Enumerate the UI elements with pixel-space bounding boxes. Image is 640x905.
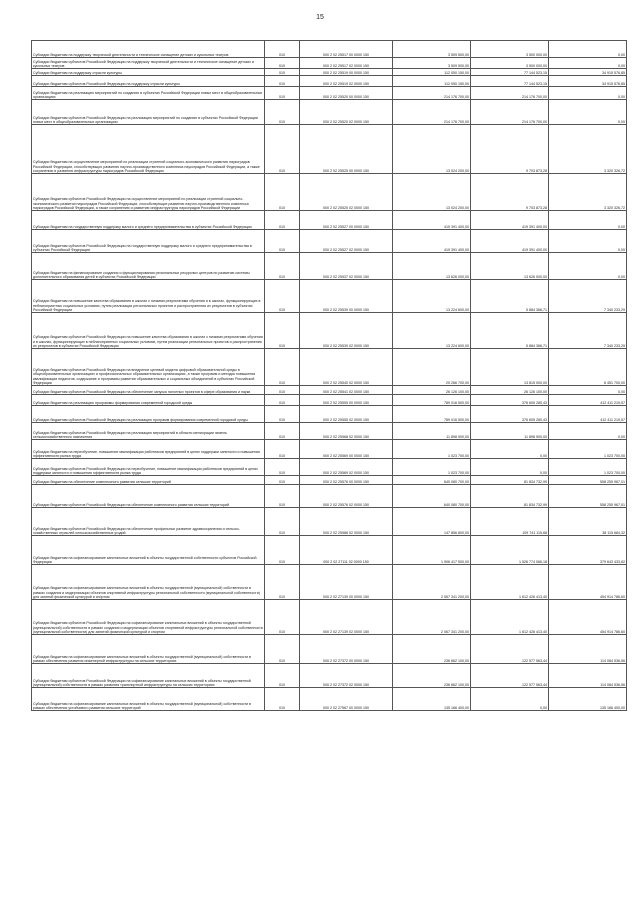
table-row [32, 565, 627, 600]
row-executed-amount: 1 612 426 413,40 [471, 600, 549, 635]
row-planned-amount: 1 023 700,00 [393, 459, 471, 476]
row-executed-amount: 419 391 400,00 [471, 211, 549, 230]
row-executed-amount: 122 577 563,44 [471, 635, 549, 664]
row-unexecuted-amount: 6 451 700,00 [549, 349, 627, 386]
row-unexecuted-amount: 0,00 [549, 100, 627, 125]
row-planned-amount: 1 906 417 500,00 [393, 536, 471, 565]
row-unexecuted-amount: 1 023 700,00 [549, 459, 627, 476]
row-planned-amount: 13 024 200,00 [393, 174, 471, 211]
row-description: Субсидии бюджетам субъектов Российской Федерации на софинансирование капитальных вложений в объекты государственной (муниципальной) собственности в рамках создания и модернизации объектов спортивной инфраструктуры региональной собственности (муниципальной собственности) для занятий физической культурой и спортом [32, 600, 265, 635]
row-executed-amount: 122 577 563,44 [471, 664, 549, 688]
row-planned-amount: 20 266 700,00 [393, 349, 471, 386]
row-classification-code: 000 2 02 27372 00 0000 150 [300, 635, 393, 664]
row-classification-code: 000 2 02 25539 00 0000 150 [300, 280, 393, 313]
row-description: Субсидии бюджетам субъектов Российской Федерации на обеспечение запуска пилотных проектов в сфере образования и науки [32, 386, 265, 395]
row-unexecuted-amount: 0,00 [549, 58, 627, 69]
row-unexecuted-amount: 3 320 326,72 [549, 174, 627, 211]
row-unexecuted-amount: 114 084 536,56 [549, 635, 627, 664]
row-line-code: 010 [265, 174, 300, 211]
table-row [32, 476, 627, 485]
table-row [32, 125, 627, 174]
row-classification-code: 000 2 02 25525 02 0000 150 [300, 174, 393, 211]
row-description: Субсидии бюджетам на реализацию программы формирования современной городской среды [32, 395, 265, 406]
row-classification-code: 000 2 02 25555 02 0000 150 [300, 406, 393, 423]
row-unexecuted-amount: 412 411 219,57 [549, 395, 627, 406]
row-planned-amount: 2 067 341 200,00 [393, 565, 471, 600]
row-executed-amount: 13 815 000,00 [471, 349, 549, 386]
row-description: Субсидии бюджетам субъектов Российской Федерации на переобучение, повышение квалификации работников предприятий в целях поддержки занятости и повышения эффективности рынка труда [32, 459, 265, 476]
row-planned-amount: 236 662 100,00 [393, 635, 471, 664]
row-executed-amount: 11 898 900,00 [471, 423, 549, 440]
row-classification-code: 000 2 02 25568 02 0000 150 [300, 423, 393, 440]
row-description: Субсидии бюджетам на финансирование создания и функционирования региональных ресурсных центров по развитию системы дополнительного образования детей в субъектах Российской Федерации [32, 253, 265, 280]
row-line-code: 010 [265, 664, 300, 688]
row-executed-amount: 77 144 523,15 [471, 76, 549, 87]
row-planned-amount: 13 024 200,00 [393, 125, 471, 174]
table-row [32, 423, 627, 440]
row-unexecuted-amount: 1 023 700,00 [549, 440, 627, 459]
row-line-code: 010 [265, 688, 300, 711]
row-line-code: 010 [265, 211, 300, 230]
row-classification-code: 000 2 02 25517 02 0000 150 [300, 58, 393, 69]
table-row [32, 280, 627, 313]
row-description: Субсидии бюджетам на повышение качества образования в школах с низкими результатами обучения и в школах, функционирующих в неблагоприятных социальных условиях, путем реализации региональных проектов и распространения их результатов в субъектах Российской Федерации [32, 280, 265, 313]
row-executed-amount: 376 605 280,43 [471, 395, 549, 406]
row-executed-amount: 376 605 280,43 [471, 406, 549, 423]
row-executed-amount: 9 703 873,28 [471, 174, 549, 211]
row-classification-code: 000 2 02 27372 02 0000 150 [300, 664, 393, 688]
table-row [32, 100, 627, 125]
row-executed-amount: 9 703 873,28 [471, 125, 549, 174]
row-classification-code: 000 2 02 25519 00 0000 150 [300, 69, 393, 76]
row-planned-amount: 236 662 100,00 [393, 664, 471, 688]
row-classification-code: 000 2 02 25576 02 0000 150 [300, 485, 393, 508]
row-description: Субсидии бюджетам на поддержку отрасли культуры [32, 69, 265, 76]
row-line-code: 010 [265, 125, 300, 174]
row-classification-code: 000 2 02 25527 00 0000 150 [300, 211, 393, 230]
row-line-code: 010 [265, 485, 300, 508]
row-line-code: 010 [265, 230, 300, 253]
row-unexecuted-amount: 0,00 [549, 87, 627, 100]
row-line-code: 010 [265, 536, 300, 565]
row-unexecuted-amount: 114 084 536,56 [549, 664, 627, 688]
row-planned-amount: 3 509 500,00 [393, 41, 471, 58]
row-line-code: 010 [265, 459, 300, 476]
table-row [32, 664, 627, 688]
row-line-code: 010 [265, 69, 300, 76]
row-description: Субсидии бюджетам на софинансирование капитальных вложений в объекты государственной (муниципальной) собственности в рамках обеспечения развития инженерной инфраструктуры на сельских территориях [32, 635, 265, 664]
row-planned-amount: 640 080 700,00 [393, 485, 471, 508]
table-row [32, 41, 627, 58]
row-classification-code: 000 2 02 25519 02 0000 150 [300, 76, 393, 87]
row-executed-amount: 5 884 366,71 [471, 280, 549, 313]
row-classification-code: 000 2 02 25527 02 0000 150 [300, 230, 393, 253]
table-row [32, 440, 627, 459]
row-planned-amount: 112 050 150,00 [393, 69, 471, 76]
table-row [32, 688, 627, 711]
row-executed-amount: 1 612 426 413,40 [471, 565, 549, 600]
row-unexecuted-amount: 558 255 967,01 [549, 476, 627, 485]
table-row [32, 386, 627, 395]
row-line-code: 010 [265, 423, 300, 440]
row-classification-code: 000 2 02 27139 02 0000 150 [300, 600, 393, 635]
row-line-code: 010 [265, 508, 300, 536]
table-row [32, 536, 627, 565]
budget-revenue-table [31, 40, 627, 711]
row-line-code: 010 [265, 476, 300, 485]
row-classification-code: 000 2 02 25569 00 0000 150 [300, 440, 393, 459]
row-description: Субсидии бюджетам субъектов Российской Федерации на поддержку отрасли культуры [32, 76, 265, 87]
row-classification-code: 000 2 02 25539 02 0000 150 [300, 313, 393, 349]
row-classification-code: 000 2 02 25525 00 0000 150 [300, 125, 393, 174]
row-executed-amount: 0,00 [471, 459, 549, 476]
row-classification-code: 000 2 02 25576 00 0000 150 [300, 476, 393, 485]
row-line-code: 010 [265, 395, 300, 406]
row-description: Субсидии бюджетам субъектов Российской Федерации на реализацию мероприятий по созданию в субъектах Российской Федерации новых мест в общеобразовательных организациях [32, 100, 265, 125]
row-description: Субсидии бюджетам субъектов Российской Федерации на обеспечение профильных развитие здравоохранения и сельско-хозяйственных отраслей сельскохозяйственных угодий [32, 508, 265, 536]
row-line-code: 010 [265, 635, 300, 664]
row-planned-amount: 214 176 700,00 [393, 100, 471, 125]
table-row [32, 406, 627, 423]
row-description: Субсидии бюджетам субъектов Российской Федерации на внедрение целевой модели цифровой образовательной среды в общеобразовательных организациях и профессиональных образовательных организациях, а также программ и методик повышения квалификации педагогов, содержание и программы развития образовательных и социальных объединений в субъектах Российской Федерации [32, 349, 265, 386]
table-row [32, 508, 627, 536]
row-description: Субсидии бюджетам субъектов Российской Федерации на софинансирование капитальных вложений в объекты государственной (муниципальной) собственности в рамках развития транспортной инфраструктуры на сельских территориях [32, 664, 265, 688]
row-unexecuted-amount: 0,00 [549, 423, 627, 440]
row-description: Субсидии бюджетам на софинансирование капитальных вложений в объекты государственной собственности субъектов Российской Федерации [32, 536, 265, 565]
row-planned-amount: 135 166 400,00 [393, 688, 471, 711]
table-row [32, 349, 627, 386]
row-planned-amount: 789 016 500,00 [393, 395, 471, 406]
row-planned-amount: 26 126 100,00 [393, 386, 471, 395]
row-line-code: 010 [265, 313, 300, 349]
row-executed-amount: 214 176 700,00 [471, 100, 549, 125]
row-executed-amount: 77 144 523,15 [471, 69, 549, 76]
row-description: Субсидии бюджетам на государственную поддержку малого и среднего предпринимательства в субъектах Российской Федерации [32, 211, 265, 230]
row-executed-amount: 0,00 [471, 440, 549, 459]
row-unexecuted-amount: 0,00 [549, 386, 627, 395]
row-planned-amount: 13 224 600,00 [393, 313, 471, 349]
row-line-code: 010 [265, 41, 300, 58]
row-classification-code: 000 2 02 25520 02 0000 150 [300, 100, 393, 125]
row-executed-amount: 419 391 400,00 [471, 230, 549, 253]
row-classification-code: 000 2 02 25540 02 0000 150 [300, 349, 393, 386]
row-planned-amount: 419 391 400,00 [393, 211, 471, 230]
row-description: Субсидии бюджетам на софинансирование капитальных вложений в объекты государственной (муниципальной) собственности в рамках создания и модернизации объектов спортивной инфраструктуры региональной собственности (муниципальной собственности) для занятий физической культурой и спортом [32, 565, 265, 600]
row-unexecuted-amount: 454 914 786,60 [549, 565, 627, 600]
row-executed-amount: 13 626 000,00 [471, 253, 549, 280]
row-unexecuted-amount: 38 115 684,32 [549, 508, 627, 536]
row-line-code: 010 [265, 87, 300, 100]
row-description: Субсидии бюджетам на реализацию мероприятий по созданию в субъектах Российской Федерации новых мест в общеобразовательных организациях [32, 87, 265, 100]
row-description: Субсидии бюджетам субъектов Российской Федерации на государственную поддержку малого и среднего предпринимательства в субъектах Российской Федерации [32, 230, 265, 253]
row-line-code: 010 [265, 76, 300, 87]
row-executed-amount: 109 741 115,68 [471, 508, 549, 536]
table-row [32, 58, 627, 69]
table-row [32, 485, 627, 508]
table-row [32, 76, 627, 87]
row-classification-code: 000 2 02 25555 00 0000 150 [300, 395, 393, 406]
row-classification-code: 000 2 02 25537 02 0000 150 [300, 253, 393, 280]
table-row [32, 69, 627, 76]
row-unexecuted-amount: 412 411 219,57 [549, 406, 627, 423]
page-number: 15 [316, 14, 324, 21]
table-row [32, 230, 627, 253]
row-unexecuted-amount: 34 915 576,85 [549, 76, 627, 87]
row-description: Субсидии бюджетам субъектов Российской Федерации на обеспечение комплексного развития сельских территорий [32, 485, 265, 508]
row-description: Субсидии бюджетам на поддержку творческой деятельности и техническое оснащение детских и кукольных театров [32, 41, 265, 58]
row-unexecuted-amount: 454 914 786,60 [549, 600, 627, 635]
table-row [32, 313, 627, 349]
row-executed-amount: 5 884 366,71 [471, 313, 549, 349]
row-description: Субсидии бюджетам на переобучение, повышение квалификации работников предприятий в целях поддержки занятости и повышения эффективности рынка труда [32, 440, 265, 459]
row-planned-amount: 3 509 500,00 [393, 58, 471, 69]
row-executed-amount: 3 500 000,00 [471, 58, 549, 69]
row-planned-amount: 1 023 700,00 [393, 440, 471, 459]
row-line-code: 010 [265, 349, 300, 386]
row-executed-amount: 81 834 732,99 [471, 476, 549, 485]
table-row [32, 211, 627, 230]
row-line-code: 010 [265, 386, 300, 395]
row-description: Субсидии бюджетам субъектов Российской Федерации на реализацию программ формирования современной городской среды [32, 406, 265, 423]
row-unexecuted-amount: 379 643 433,82 [549, 536, 627, 565]
row-executed-amount: 1 526 774 066,18 [471, 536, 549, 565]
row-classification-code: 000 2 02 25586 02 0000 150 [300, 508, 393, 536]
row-executed-amount: 0,00 [471, 688, 549, 711]
row-planned-amount: 789 016 500,00 [393, 406, 471, 423]
row-executed-amount: 26 126 100,00 [471, 386, 549, 395]
row-unexecuted-amount: 7 340 233,29 [549, 280, 627, 313]
table-row [32, 87, 627, 100]
row-unexecuted-amount: 0,00 [549, 253, 627, 280]
table-row [32, 395, 627, 406]
row-line-code: 010 [265, 600, 300, 635]
row-description: Субсидии бюджетам субъектов Российской Федерации на реализацию мероприятий в области мелиорации земель сельскохозяйственного назначения [32, 423, 265, 440]
row-planned-amount: 112 050 150,00 [393, 76, 471, 87]
row-planned-amount: 419 391 400,00 [393, 230, 471, 253]
row-description: Субсидии бюджетам субъектов Российской Федерации на осуществление мероприятий по реализации стратегий социально-экономического развития наукоградов Российской Федерации, способствующих развитию научно-производственного комплекса наукоградов Российской Федерации, а также сохранению и развитию инфраструктуры наукоградов Российской Федерации [32, 174, 265, 211]
row-line-code: 010 [265, 565, 300, 600]
row-planned-amount: 13 224 600,00 [393, 280, 471, 313]
row-line-code: 010 [265, 58, 300, 69]
row-line-code: 010 [265, 280, 300, 313]
row-unexecuted-amount: 3 320 326,72 [549, 125, 627, 174]
table-row [32, 253, 627, 280]
row-description: Субсидии бюджетам субъектов Российской Федерации на повышение качества образования в школах с низкими результатами обучения и в школах, функционирующих в неблагоприятных социальных условиях, путем реализации региональных проектов и распространения их результатов в субъектах Российской Федерации [32, 313, 265, 349]
table-row [32, 635, 627, 664]
row-line-code: 010 [265, 100, 300, 125]
row-description: Субсидии бюджетам на обеспечение комплексного развития сельских территорий [32, 476, 265, 485]
row-unexecuted-amount: 135 166 400,00 [549, 688, 627, 711]
row-description: Субсидии бюджетам на осуществление мероприятий по реализации стратегий социально-экономического развития наукоградов Российской Федерации, способствующих развитию научно-производственного комплекса наукоградов Российской Федерации, а также сохранению и развитию инфраструктуры наукоградов Российской Федерации [32, 125, 265, 174]
row-classification-code: 000 2 02 25517 00 0000 150 [300, 41, 393, 58]
table-row [32, 600, 627, 635]
row-unexecuted-amount: 558 255 967,01 [549, 485, 627, 508]
row-line-code: 010 [265, 253, 300, 280]
row-line-code: 010 [265, 406, 300, 423]
table-row [32, 459, 627, 476]
row-classification-code: 000 2 02 25520 00 0000 150 [300, 87, 393, 100]
row-unexecuted-amount: 7 340 233,29 [549, 313, 627, 349]
row-executed-amount: 3 500 000,00 [471, 41, 549, 58]
row-classification-code: 000 2 02 27111 02 0000 150 [300, 536, 393, 565]
row-classification-code: 000 2 02 27139 00 0000 150 [300, 565, 393, 600]
row-classification-code: 000 2 02 25541 02 0000 150 [300, 386, 393, 395]
row-classification-code: 000 2 02 25569 02 0000 150 [300, 459, 393, 476]
row-planned-amount: 11 898 900,00 [393, 423, 471, 440]
row-executed-amount: 81 834 732,99 [471, 485, 549, 508]
row-unexecuted-amount: 0,00 [549, 211, 627, 230]
row-classification-code: 000 2 02 27567 00 0000 150 [300, 688, 393, 711]
row-unexecuted-amount: 0,00 [549, 230, 627, 253]
row-planned-amount: 13 626 000,00 [393, 253, 471, 280]
row-unexecuted-amount: 0,00 [549, 41, 627, 58]
row-line-code: 010 [265, 440, 300, 459]
row-planned-amount: 2 067 341 200,00 [393, 600, 471, 635]
row-planned-amount: 147 856 800,00 [393, 508, 471, 536]
row-executed-amount: 214 176 700,00 [471, 87, 549, 100]
row-description: Субсидии бюджетам на софинансирование капитальных вложений в объекты государственной (муниципальной) собственности в рамках обеспечения устойчивого развития сельских территорий [32, 688, 265, 711]
row-description: Субсидии бюджетам субъектов Российской Федерации на поддержку творческой деятельности и техническое оснащение детских и кукольных театров [32, 58, 265, 69]
row-planned-amount: 214 176 700,00 [393, 87, 471, 100]
row-planned-amount: 640 080 700,00 [393, 476, 471, 485]
table-row [32, 174, 627, 211]
row-unexecuted-amount: 34 915 576,85 [549, 69, 627, 76]
